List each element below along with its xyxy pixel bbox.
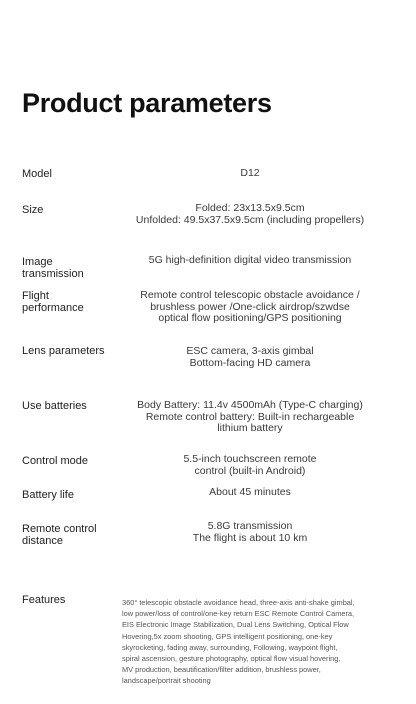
param-label: Remote control distance — [22, 523, 97, 547]
param-label: Flight performance — [22, 290, 84, 314]
features-text: 360° telescopic obstacle avoidance head, three-axis anti-shake gimbal, low power/loss of control/one-key return ESC Remote Control Camera, EIS Electronic Image Stabilization, Dual Lens Switching, Optical Flow Hovering,5x zoom shooting, GPS intelligent positioning, one-key skyrocketing, fading away, surrounding, Following, waypoint flight, spiral ascension, gesture photography, optical flow visual hovering, MV production, beautification/filter addition, brushless power, landscape/portrait shooting — [122, 598, 355, 686]
param-value: Body Battery: 11.4v 4500mAh (Type-C charging) Remote control battery: Built-in rechargeable lithium battery — [137, 399, 363, 434]
param-label: Battery life — [22, 489, 74, 501]
param-label: Use batteries — [22, 400, 87, 412]
param-label: Lens parameters — [22, 345, 105, 357]
param-label: Model — [22, 168, 52, 180]
param-value: About 45 minutes — [209, 486, 291, 498]
param-value: 5.5-inch touchscreen remote control (built-in Android) — [183, 453, 317, 477]
param-label: Features — [22, 594, 66, 606]
param-label: Control mode — [22, 455, 89, 467]
param-value: 5G high-definition digital video transmission — [148, 254, 352, 266]
param-label: Size — [22, 204, 44, 216]
param-label: Image transmission — [22, 256, 84, 280]
param-value: ESC camera, 3-axis gimbal Bottom-facing HD camera — [186, 345, 314, 369]
param-value: Folded: 23x13.5x9.5cm Unfolded: 49.5x37.5x9.5cm (including propellers) — [135, 202, 365, 226]
param-value: 5.8G transmission The flight is about 10 km — [192, 520, 308, 544]
param-value: D12 — [240, 167, 260, 179]
param-value: Remote control telescopic obstacle avoidance / brushless power /One-click airdrop/szwdse optical flow positioning/GPS positioning — [140, 289, 360, 324]
page-title: Product parameters — [22, 88, 272, 118]
